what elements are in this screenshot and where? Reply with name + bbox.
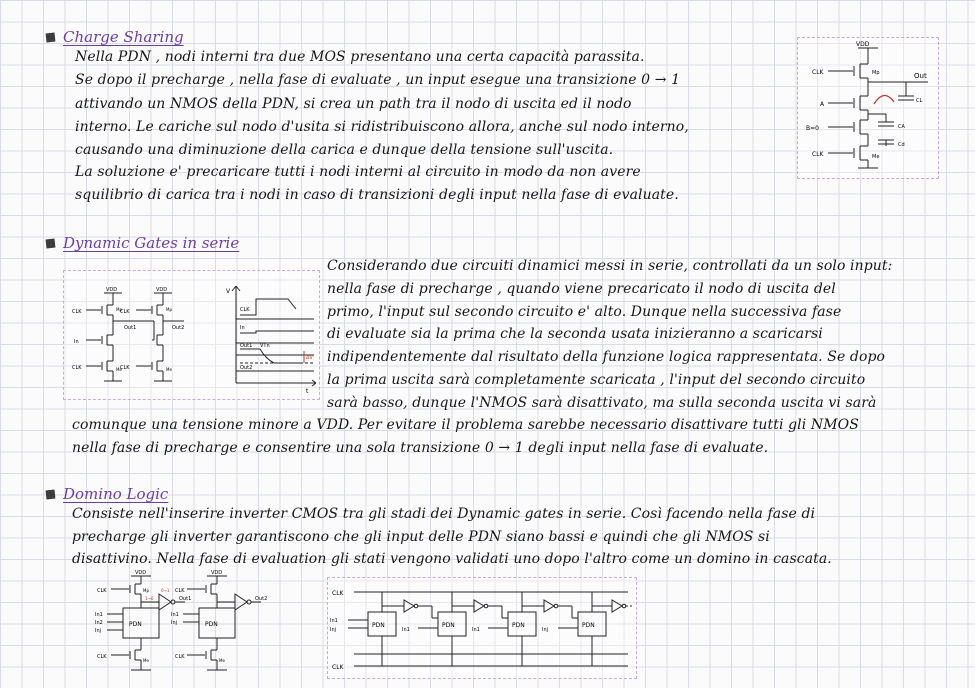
section-title: Dynamic Gates in serie <box>63 234 240 252</box>
text-line: indipendentemente dal risultato della funzione logica rappresentata. Se dopo <box>327 349 886 365</box>
inj-label: Inj <box>330 627 337 633</box>
clk-label: CLK <box>120 309 130 315</box>
a-label: A <box>820 101 825 108</box>
me-label: Me <box>166 367 172 372</box>
text-line: interno. Le cariche sul nodo d'usita si ridistribuiscono allora, anche sul nodo interno, <box>75 119 689 135</box>
v-axis-label: V <box>226 288 231 295</box>
bullet-icon <box>46 489 56 499</box>
charge-sharing-circuit <box>798 38 938 178</box>
section-domino-logic-header <box>46 485 168 503</box>
mp-label: Mp <box>116 307 122 312</box>
pdn-label: PDN <box>512 622 525 629</box>
text-line: la prima uscita sarà completamente scaricata , l'input del secondo circuito <box>327 372 866 388</box>
text-line: precharge gli inverter garantiscono che gli input delle PDN siano bassi e quindi che gli NMOS si <box>72 529 770 545</box>
vdd-label: VDD <box>135 570 147 576</box>
text-line: disattivino. Nella fase di evaluation gli stati vengono validati uno dopo l'altro come un domino in cascata. <box>72 551 832 567</box>
cd-label: Cd <box>898 142 905 148</box>
in1-label: In1 <box>95 612 103 618</box>
pdn-label: PDN <box>205 621 218 628</box>
charge-sharing-diagram-box <box>797 37 939 179</box>
transition-label: 0→1 <box>161 588 170 593</box>
text-line: Consiste nell'inserire inverter CMOS tra gli stadi dei Dynamic gates in serie. Così facendo nella fase di <box>72 506 816 522</box>
in2-label: In2 <box>95 620 103 626</box>
clk-label: CLK <box>332 664 344 671</box>
inj-label: Inj <box>171 620 178 626</box>
section-title: Charge Sharing <box>63 28 184 46</box>
clk-label: CLK <box>812 151 824 158</box>
text-line: La soluzione e' precaricare tutti i nodi interni al circuito in modo da non avere <box>75 164 641 180</box>
pdn-label: PDN <box>582 622 595 629</box>
vdd-label: VDD <box>211 570 223 576</box>
clk-label: CLK <box>332 590 344 597</box>
in1-label: In1 <box>472 627 480 633</box>
dynamic-gates-circuit <box>64 271 319 399</box>
in-label: In <box>74 339 79 345</box>
out1-label: Out1 <box>179 596 192 602</box>
vdd-label: VDD <box>856 41 870 48</box>
b-label: B=0 <box>806 125 819 132</box>
inj-label: Inj <box>542 627 549 633</box>
clk-trace-label: CLK <box>240 307 250 313</box>
text-line: Considerando due circuiti dinamici messi in serie, controllati da un solo input: <box>327 258 893 274</box>
text-line: causando una diminuzione della carica e dunque della tensione sull'uscita. <box>75 142 614 158</box>
vdd-label: VDD <box>156 287 168 293</box>
charge-flow-arrow-icon <box>874 95 894 104</box>
mp-label: Mp <box>872 70 880 76</box>
delta-v-label: ΔV <box>306 355 313 361</box>
text-line: di evaluate sia la prima che la seconda usata inizieranno a scaricarsi <box>327 326 823 342</box>
in1-label: In1 <box>171 612 179 618</box>
dynamic-gates-diagram-box <box>63 270 320 400</box>
text-line: squilibrio di carica tra i nodi in caso di transizioni degli input nella fase di evaluate. <box>75 187 679 203</box>
vdd-label: VDD <box>106 287 118 293</box>
clk-label: CLK <box>97 588 107 594</box>
domino-cascade-circuit <box>328 578 636 678</box>
domino-cascade-diagram-box <box>327 577 637 679</box>
mp-label: Mp <box>166 307 172 312</box>
clk-label: CLK <box>97 654 107 660</box>
in1-label: In1 <box>402 627 410 633</box>
out1-trace-label: Out1 <box>240 343 253 349</box>
text-line: primo, l'input sul secondo circuito e' alto. Dunque nella successiva fase <box>327 304 842 320</box>
clk-label: CLK <box>120 365 130 371</box>
out2-label: Out2 <box>255 596 268 602</box>
me-label: Me <box>219 658 225 663</box>
out2-label: Out2 <box>172 325 185 331</box>
text-line: comunque una tensione minore a VDD. Per evitare il problema sarebbe necessario disattivare tutti gli NMOS <box>72 417 859 433</box>
vt-label: VTn <box>260 343 270 349</box>
clk-label: CLK <box>72 309 82 315</box>
pdn-label: PDN <box>372 622 385 629</box>
section-title: Domino Logic <box>63 485 169 503</box>
pdn-label: PDN <box>442 622 455 629</box>
clk-label: CLK <box>175 588 185 594</box>
out2-trace-label: Out2 <box>240 365 253 371</box>
text-line: Nella PDN , nodi interni tra due MOS presentano una certa capacità parassita. <box>75 49 645 65</box>
cl-label: CL <box>916 98 923 104</box>
in-trace-label: In <box>240 325 245 331</box>
text-line: nella fase di precharge e consentire una sola transizione 0 → 1 degli input nella fase di evaluate. <box>72 440 769 456</box>
mp-label: Mp <box>143 588 149 593</box>
t-axis-label: t <box>306 388 309 395</box>
clk-label: CLK <box>72 365 82 371</box>
me-label: Me <box>872 154 880 160</box>
clk-label: CLK <box>175 654 185 660</box>
text-line: Se dopo il precharge , nella fase di evaluate , un input esegue una transizione 0 → 1 <box>75 72 681 88</box>
text-line: nella fase di precharge , quando viene precaricato il nodo di uscita del <box>327 281 836 297</box>
out-label: Out <box>914 72 927 80</box>
domino-two-stage-circuit <box>95 570 285 682</box>
out1-label: Out1 <box>124 325 137 331</box>
text-line: sarà basso, dunque l'NMOS sarà disattivato, ma sulla seconda uscita vi sarà <box>327 395 877 411</box>
bullet-icon <box>46 238 56 248</box>
pdn-label: PDN <box>129 621 142 628</box>
section-charge-sharing-header <box>46 28 184 46</box>
section-dynamic-gates-header <box>46 234 239 252</box>
in1-label: In1 <box>330 618 338 624</box>
text-line: attivando un NMOS della PDN, si crea un path tra il nodo di uscita ed il nodo <box>75 96 632 112</box>
clk-label: CLK <box>812 69 824 76</box>
ca-label: CA <box>898 124 905 130</box>
me-label: Me <box>116 367 122 372</box>
transition-label: 1→0 <box>145 596 154 601</box>
inj-label: Inj <box>95 628 102 634</box>
me-label: Me <box>143 658 149 663</box>
bullet-icon <box>46 32 56 42</box>
